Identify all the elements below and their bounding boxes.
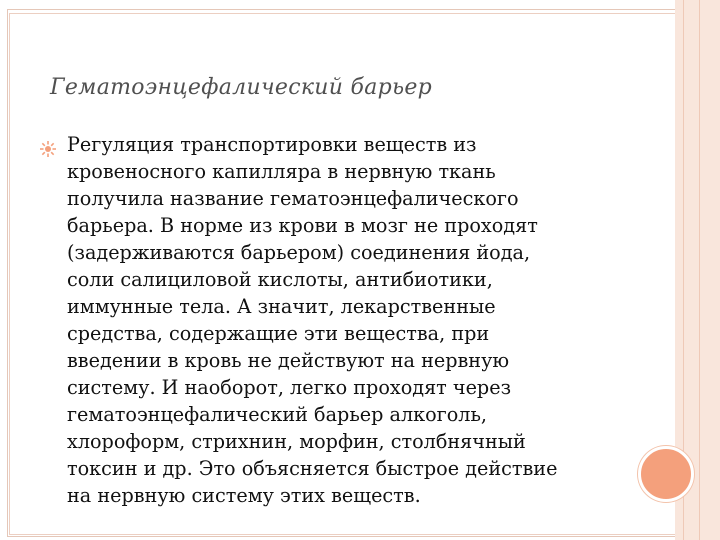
text-line: введении в кровь не действуют на нервную xyxy=(67,349,510,372)
text-line: (задерживаются барьером) соединения йода, xyxy=(67,241,531,264)
text-line: гематоэнцефалический барьер алкоголь, xyxy=(67,403,488,426)
decorative-circle xyxy=(638,446,694,502)
sun-bullet-icon xyxy=(40,141,56,157)
text-line: соли салициловой кислоты, антибиотики, xyxy=(67,268,493,291)
bullet-text xyxy=(67,131,627,509)
text-line: на нервную систему этих веществ. xyxy=(67,484,421,507)
text-line: получила название гематоэнцефалического xyxy=(67,187,519,210)
text-line: систему. И наоборот, легко проходят через xyxy=(67,376,512,399)
slide-title: Гематоэнцефалический барьер xyxy=(50,75,433,100)
text-line: Регуляция транспортировки веществ из xyxy=(67,133,477,156)
text-line: токсин и др. Это объясняется быстрое действие xyxy=(67,457,558,480)
band-stripe xyxy=(699,0,700,540)
text-line: кровеносного капилляра в нервную ткань xyxy=(67,160,496,183)
text-line: иммунные тела. А значит, лекарственные xyxy=(67,295,496,318)
text-line: средства, содержащие эти вещества, при xyxy=(67,322,490,345)
text-line: хлороформ, стрихнин, морфин, столбнячный xyxy=(67,430,526,453)
text-line: барьера. В норме из крови в мозг не проходят xyxy=(67,214,538,237)
